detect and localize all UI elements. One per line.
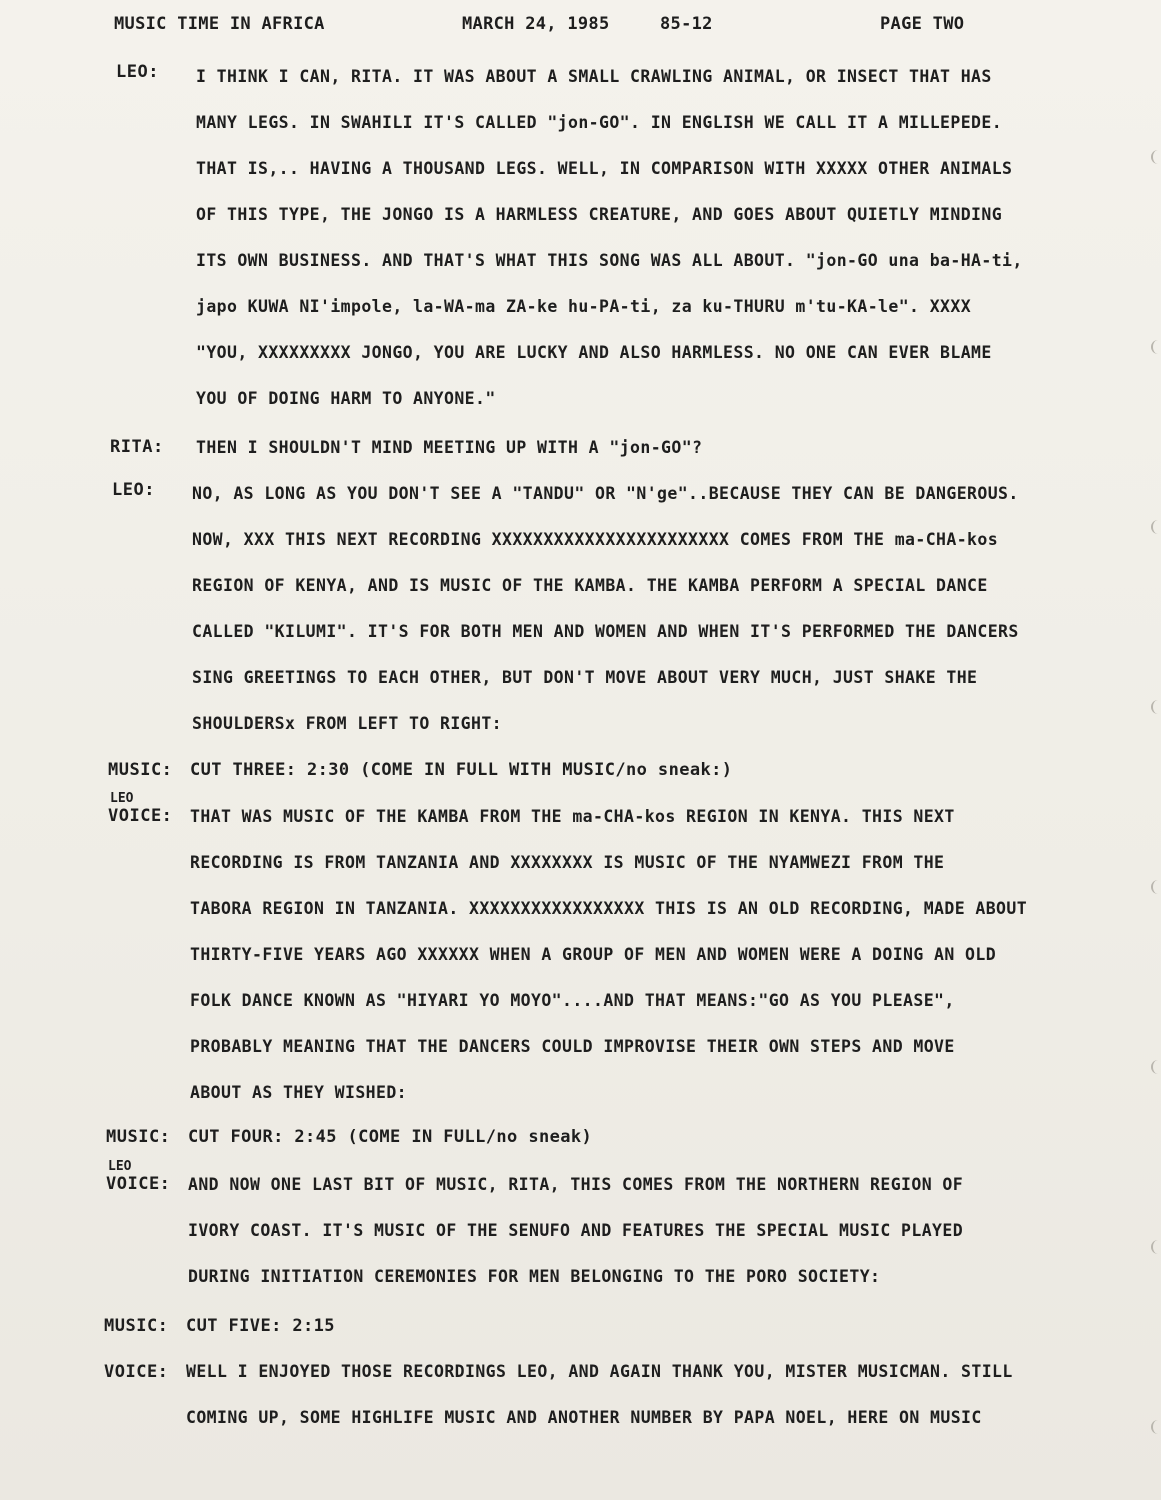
page-edge-mark: [1151, 150, 1161, 164]
speaker-label: LEO:: [116, 62, 159, 82]
script-line: RECORDING IS FROM TANZANIA AND XXXXXXXX IS MUSIC OF THE NYAMWEZI FROM THE: [190, 853, 945, 872]
script-line: NOW, XXX THIS NEXT RECORDING XXXXXXXXXXXXXXXXXXXXXXX COMES FROM THE ma-CHA-kos: [192, 530, 999, 549]
script-line: OF THIS TYPE, THE JONGO IS A HARMLESS CREATURE, AND GOES ABOUT QUIETLY MINDING: [196, 205, 1003, 224]
script-line: YOU OF DOING HARM TO ANYONE.": [196, 389, 496, 408]
script-line: SHOULDERSx FROM LEFT TO RIGHT:: [192, 714, 503, 733]
page-edge-mark: [1151, 880, 1161, 894]
handwritten-speaker-correction: LEO: [108, 1159, 132, 1174]
page-edge-mark: [1151, 1420, 1161, 1434]
program-number: 85-12: [660, 14, 713, 34]
script-line: THEN I SHOULDN'T MIND MEETING UP WITH A "jon-GO"?: [196, 438, 703, 457]
speaker-label: VOICE:: [108, 806, 173, 826]
handwritten-speaker-correction: LEO: [110, 791, 134, 806]
page-label: PAGE TWO: [880, 14, 965, 34]
music-cue: CUT THREE: 2:30 (COME IN FULL WITH MUSIC/no sneak:): [190, 760, 733, 780]
script-line: FOLK DANCE KNOWN AS "HIYARI YO MOYO"....AND THAT MEANS:"GO AS YOU PLEASE",: [190, 991, 955, 1010]
script-line: ITS OWN BUSINESS. AND THAT'S WHAT THIS SONG WAS ALL ABOUT. "jon-GO una ba-HA-ti,: [196, 251, 1023, 270]
script-line: CALLED "KILUMI". IT'S FOR BOTH MEN AND WOMEN AND WHEN IT'S PERFORMED THE DANCERS: [192, 622, 1019, 641]
speaker-label: VOICE:: [106, 1174, 171, 1194]
page-edge-mark: [1151, 1060, 1161, 1074]
script-line: TABORA REGION IN TANZANIA. XXXXXXXXXXXXXXXXX THIS IS AN OLD RECORDING, MADE ABOUT: [190, 899, 1028, 918]
script-line: SING GREETINGS TO EACH OTHER, BUT DON'T MOVE ABOUT VERY MUCH, JUST SHAKE THE: [192, 668, 978, 687]
script-line: THAT IS,.. HAVING A THOUSAND LEGS. WELL, IN COMPARISON WITH XXXXX OTHER ANIMALS: [196, 159, 1013, 178]
music-cue: CUT FOUR: 2:45 (COME IN FULL/no sneak): [188, 1127, 593, 1147]
speaker-label: LEO:: [112, 480, 155, 500]
script-line: IVORY COAST. IT'S MUSIC OF THE SENUFO AND FEATURES THE SPECIAL MUSIC PLAYED: [188, 1221, 964, 1240]
music-cue-label: MUSIC:: [108, 760, 173, 780]
script-line: THIRTY-FIVE YEARS AGO XXXXXX WHEN A GROUP OF MEN AND WOMEN WERE A DOING AN OLD: [190, 945, 997, 964]
page-edge-mark: [1151, 700, 1161, 714]
script-line: REGION OF KENYA, AND IS MUSIC OF THE KAMBA. THE KAMBA PERFORM A SPECIAL DANCE: [192, 576, 988, 595]
script-line: COMING UP, SOME HIGHLIFE MUSIC AND ANOTHER NUMBER BY PAPA NOEL, HERE ON MUSIC: [186, 1408, 982, 1427]
page-edge-mark: [1151, 1240, 1161, 1254]
script-line: PROBABLY MEANING THAT THE DANCERS COULD IMPROVISE THEIR OWN STEPS AND MOVE: [190, 1037, 955, 1056]
script-line: THAT WAS MUSIC OF THE KAMBA FROM THE ma-CHA-kos REGION IN KENYA. THIS NEXT: [190, 807, 955, 826]
music-cue: CUT FIVE: 2:15: [186, 1316, 335, 1336]
broadcast-date: MARCH 24, 1985: [462, 14, 610, 34]
music-cue-label: MUSIC:: [104, 1316, 169, 1336]
script-line: DURING INITIATION CEREMONIES FOR MEN BELONGING TO THE PORO SOCIETY:: [188, 1267, 881, 1286]
script-line: NO, AS LONG AS YOU DON'T SEE A "TANDU" OR "N'ge"..BECAUSE THEY CAN BE DANGEROUS.: [192, 484, 1019, 503]
script-line: I THINK I CAN, RITA. IT WAS ABOUT A SMALL CRAWLING ANIMAL, OR INSECT THAT HAS: [196, 67, 992, 86]
page-edge-mark: [1151, 520, 1161, 534]
speaker-label: VOICE:: [104, 1362, 169, 1382]
script-line: ABOUT AS THEY WISHED:: [190, 1083, 408, 1102]
script-line: MANY LEGS. IN SWAHILI IT'S CALLED "jon-GO". IN ENGLISH WE CALL IT A MILLEPEDE.: [196, 113, 1003, 132]
script-line: AND NOW ONE LAST BIT OF MUSIC, RITA, THIS COMES FROM THE NORTHERN REGION OF: [188, 1175, 964, 1194]
music-cue-label: MUSIC:: [106, 1127, 171, 1147]
script-line: WELL I ENJOYED THOSE RECORDINGS LEO, AND AGAIN THANK YOU, MISTER MUSICMAN. STILL: [186, 1362, 1013, 1381]
speaker-label: RITA:: [110, 437, 164, 457]
program-title: MUSIC TIME IN AFRICA: [114, 14, 325, 34]
page-edge-mark: [1151, 340, 1161, 354]
script-line: japo KUWA NI'impole, la-WA-ma ZA-ke hu-PA-ti, za ku-THURU m'tu-KA-le". XXXX: [196, 297, 972, 316]
script-line: "YOU, XXXXXXXXX JONGO, YOU ARE LUCKY AND ALSO HARMLESS. NO ONE CAN EVER BLAME: [196, 343, 992, 362]
